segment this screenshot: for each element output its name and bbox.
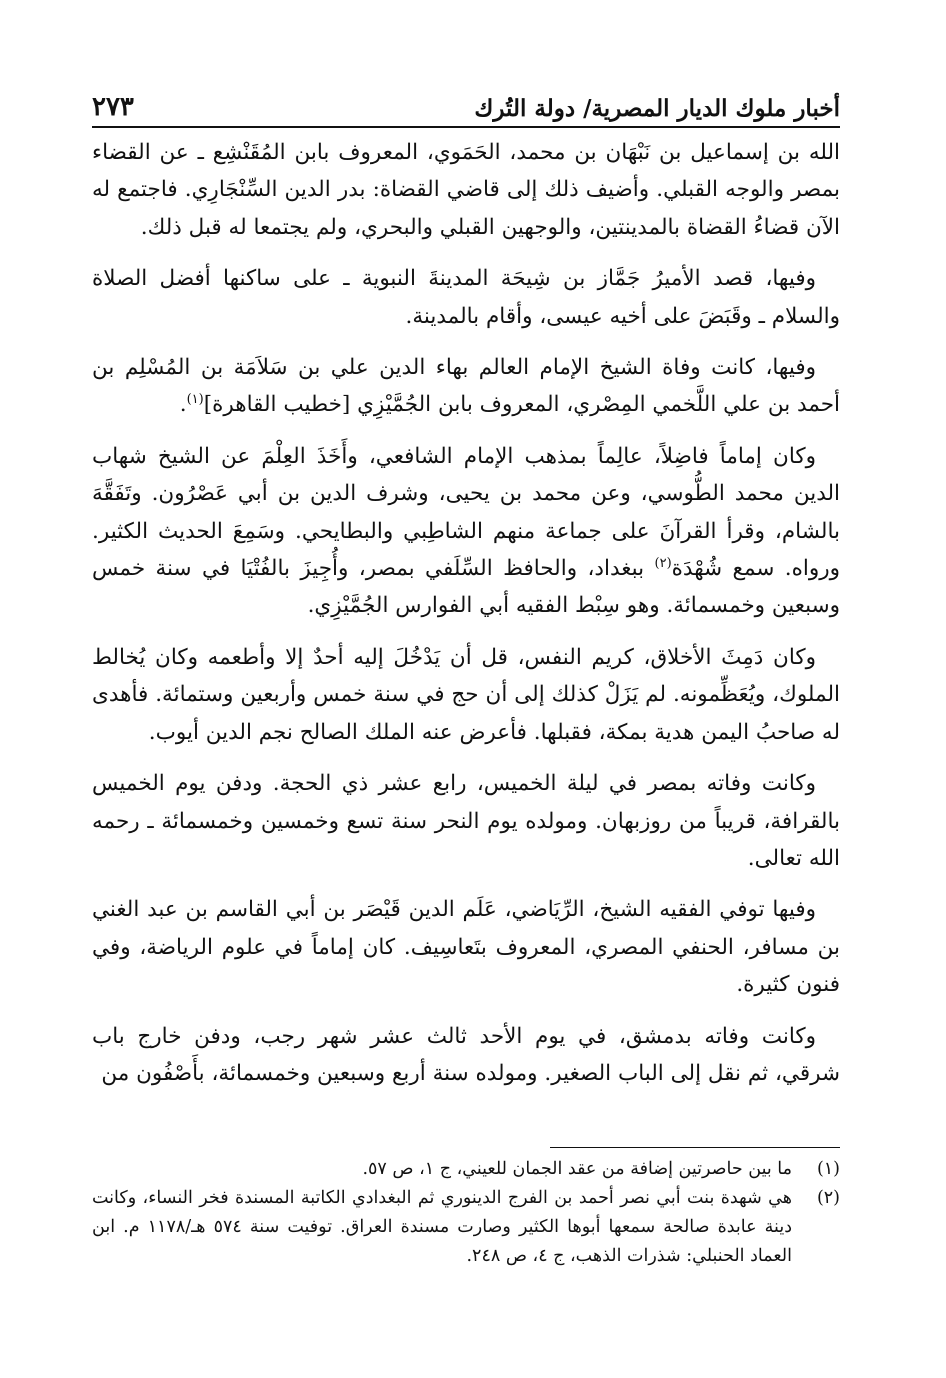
- footnote-ref[interactable]: (١): [186, 392, 204, 408]
- paragraph: الله بن إسماعيل بن نَبْهَان بن محمد، الحَمَوي، المعروف بابن المُقَنْشِع ـ عن القضاء بمصر والوجه القبلي. وأضيف ذلك إلى قاضي القضاة: بدر الدين السِّنْجَارِي. فاجتمع له الآن قضاءُ القضاة بالمدينتين، والوجهين القبلي والبحري، ولم يجتمعا له قبل ذلك.: [92, 140, 840, 240]
- paragraph: [92, 349, 840, 424]
- running-header: [92, 82, 840, 128]
- footnote: [92, 1155, 840, 1184]
- running-title: أخبار ملوك الديار المصرية/ دولة التُرك: [474, 95, 840, 122]
- paragraph-text: وفيها، كانت وفاة الشيخ الإمام العالم بهاء الدين علي بن سَلاَمَة بن المُسْلِم بن أحمد بن علي اللَّخمي المِصْري، المعروف بابن الجُمَّيْزِي [خطيب القاهرة]: [92, 355, 840, 418]
- paragraph: وكانت وفاته بدمشق، في يوم الأحد ثالث عشر شهر رجب، ودفن خارج باب شرقي، ثم نقل إلى الباب الصغير. ومولده سنة أربع وسبعين وخمسمائة، بأَصْفُون من: [92, 1023, 840, 1086]
- footnote-ref[interactable]: (٢): [654, 555, 672, 571]
- paragraph: وفيها توفي الفقيه الشيخ، الرِّيَاضي، عَلَم الدين قَيْصَر بن أبي القاسم بن عبد الغني بن مسافر، الحنفي المصري، المعروف بتَعاسِيف. كان إماماً في علوم الرياضة، وفي فنون كثيرة.: [92, 897, 840, 998]
- paragraph: وكان دَمِثَ الأخلاق، كريم النفس، قل أن يَدْخُلَ إليه أحدٌ إلا وأطعمه وكان يُخالط الملوك، ويُعَظِّمونه. لم يَزَلْ كذلك إلى أن حج في سنة خمس وأربعين وستمائة. فأهدى له صاحبُ اليمن هدية بمكة، فقبلها. فأعرض عنه الملك الصالح نجم الدين أيوب.: [92, 644, 840, 745]
- footnote-number: (١): [816, 1159, 840, 1179]
- footnote: [92, 1184, 840, 1271]
- paragraph-text: ببغداد، والحافظ السِّلَفي بمصر، وأُجِيزَ بالفُتْيَا في سنة خمس وسبعين وخمسمائة. وهو سِبْط الفقيه أبي الفوارس الجُمَّيْزِي.: [92, 556, 840, 619]
- page-number: ٢٧٣: [92, 92, 134, 122]
- paragraph: وفيها، قصد الأميرُ جَمَّاز بن شِيحَة المدينةَ النبوية ـ على ساكنها أفضل الصلاة والسلام ـ وقَبَضَ على أخيه عيسى، وأقام بالمدينة.: [92, 266, 840, 329]
- footnote-divider: [550, 1147, 840, 1148]
- footnote-number: (٢): [816, 1188, 840, 1208]
- footnote-text: هي شهدة بنت أبي نصر أحمد بن الفرج الدينوري ثم البغدادي الكاتبة المسندة فخر النساء، وكانت دينة عابدة صالحة سمعها أبوها الكثير وصارت مسندة العراق. توفيت سنة ٥٧٤ هـ/١١٧٨ م. ابن العماد الحنبلي: شذرات الذهب، ج ٤، ص ٢٤٨.: [92, 1188, 792, 1266]
- paragraph-text: .: [179, 392, 187, 418]
- footnotes: [92, 1155, 840, 1271]
- footnote-text: ما بين حاصرتين إضافة من عقد الجمان للعيني، ج ١، ص ٥٧.: [362, 1159, 792, 1179]
- paragraph: وكانت وفاته بمصر في ليلة الخميس، رابع عشر ذي الحجة. ودفن يوم الخميس بالقرافة، قريباً من روزبهان. ومولده يوم النحر سنة تسع وخمسين وخمسمائة ـ رحمه الله تعالى.: [92, 771, 840, 871]
- main-text: [92, 134, 840, 1106]
- book-page: [92, 0, 840, 1378]
- paragraph-text: وكان إماماً فاضِلاً، عالِماً بمذهب الإمام الشافعي، وأَخَذَ العِلْمَ عن الشيخ شهاب الدين محمد الطُّوسي، وعن محمد بن يحيى، وشرف الدين بن أبي عَصْرُون. وتَفَقَّهَ بالشام، وقرأ القرآنَ على جماعة منهم الشاطِبي والبطايحي. وسَمِعَ الحديث الكثير. ورواه. سمع شُهْدَة: [92, 443, 841, 582]
- paragraph: [92, 438, 840, 625]
